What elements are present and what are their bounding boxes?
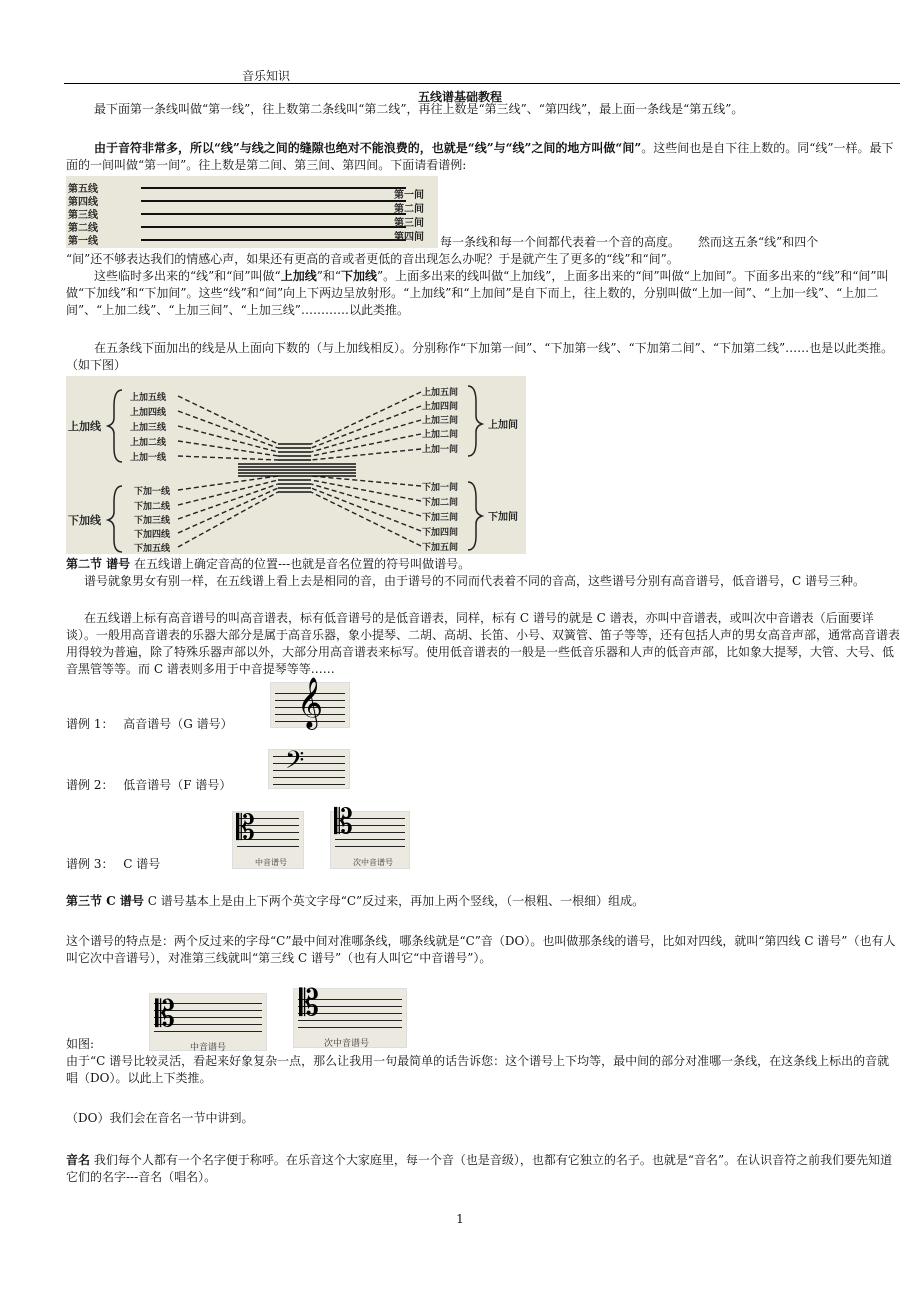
ledger-line-label: 下加二线 [134,502,171,512]
ledger-line-label: 上加四线 [130,408,167,418]
paragraph-pitch-line1: 每一条线和每一个间都代表着一个音的高度。 然而这五条“线”和四个 [440,235,819,249]
example-1-label: 谱例 1： 高音谱号（G 谱号） [66,717,233,731]
paragraph-spaces-bold: 由于音符非常多，所以“线”与线之间的缝隙也绝对不能浪费的，也就是“线”与“线”之间的地方叫做“间” [94,141,642,155]
term-lower-ledger: 下加线 [340,269,377,283]
upper-ledger-spaces-label: 上加间 [488,420,518,431]
line-label-3: 第三线 [68,210,98,221]
example-2-label: 谱例 2： 低音谱号（F 谱号） [66,778,232,792]
ledger-space-label: 下加五间 [422,543,459,553]
paragraph-lines: 最下面第一条线叫做“第一线”，往上数第二条线叫“第二线”，再往上数是“第三线”、“第四线”，最上面一条线是“第五线”。 [94,102,744,116]
lower-ledger-spaces-label: 下加间 [488,512,518,523]
ledger-line-label: 上加五线 [130,393,167,403]
term-upper-ledger: 上加线 [280,269,317,283]
staff-line [141,226,406,228]
ledger-space-label: 上加一间 [422,445,459,455]
tenor-clef-caption: 次中音谱号 [353,858,393,867]
alto-clef-icon: 𝄡 [236,808,255,848]
alto-clef-icon: 𝄡 [155,994,176,1035]
upper-ledger-lines-label: 上加线 [68,420,101,433]
bass-clef-icon: 𝄢 [285,746,305,781]
staff-line [141,239,406,241]
section-2-para-2: 在五线谱上标有高音谱号的叫高音谱表，标有低音谱号的是低音谱表，同样，标有 C 谱号的就是 C 谱表，亦叫中音谱表，或叫次中音谱表（后面要详谈）。一般用高音谱表的乐器大部分是属于高音乐器，象小提琴、二胡、高胡、长笛、小号、双簧管、笛子等等，还有包括人声的男女高音声部，通常高音谱表用得较为普遍，除了特殊乐器声部以外，大部分用高音谱表来标写。使用低音谱表的一般是一些低音乐器和人声的低音声部，比如象大提琴，大管、大号、低音黑管等等。而 C 谱表则多用于中音提琴等等…… [66,611,901,676]
ledger-space-label: 上加二间 [422,430,459,440]
paragraph-ledger-lines: 这些临时多出来的“线”和“间”叫做“上加线”和“下加线”。上面多出来的线叫做“上加线”，上面多出来的“间”叫做“上加间”。下面多出来的“线”和“间”叫做“下加线”和“下加间”。这些“线”和“间”向上下两边呈放射形。“上加线”和“上加间”是自下而上，往上数的，分别叫做“上加一间”、“上加一线”、“上加二间”、“上加二线”、“上加三间”、“上加三线”…………以此类推。 [66,269,889,317]
document-title: 五线谱基础教程 [417,90,502,104]
paragraph-spaces-rest: 。这些间也是自下往上数的。同“线”一样。最下面的一间叫做“第一间”。往上数是第二间、第三间、第四间。下面请看谱例: [66,141,894,172]
bass-clef-image [268,746,350,789]
ledger-lines-figure [66,376,526,554]
ledger-space-label: 上加四间 [422,402,459,412]
ledger-line-label: 上加三线 [130,423,167,433]
pitch-names-heading: 音名 [66,1153,91,1167]
paragraph-spaces [66,140,900,174]
section-3-para-3: （DO）我们会在音名一节中讲到。 [66,1111,254,1125]
ledger-line-label: 下加五线 [134,544,171,554]
figure-label: 如图: [66,1037,95,1051]
ledger-space-label: 下加三间 [422,513,459,523]
alto-clef-figure-caption: 中音谱号 [190,1043,227,1053]
paragraph-pitch-line2: “间”还不够表达我们的情感心声，如果还有更高的音或者更低的音出现怎么办呢？于是就产生了更多的“线”和“间”。 [66,252,679,266]
staff-lines-figure [66,176,438,248]
ledger-line-label: 下加一线 [134,487,171,497]
ledger-space-label: 上加三间 [422,416,459,426]
tenor-clef-image [330,802,410,869]
section-3-para-1: 这个谱号的特点是：两个反过来的字母“C”最中间对准哪条线，哪条线就是“C”音（DO）。也叫做那条线的谱号，比如对四线，就叫“第四线 C 谱号”（也有人叫它次中音谱号），对准第三线就叫“第三线 C 谱号”（也有人叫它“中音谱号”）。 [66,934,896,965]
lower-ledger-lines-label: 下加线 [68,514,101,527]
staff-line [141,187,406,189]
tenor-clef-icon: 𝄡 [334,802,353,842]
page-number: 1 [456,1212,464,1226]
treble-clef-image [270,677,350,728]
page-header [64,66,900,84]
section-3-heading: 第三节 C 谱号 [66,894,144,908]
space-label-2: 第二间 [394,204,424,215]
section-3-intro: 第三节 C 谱号 C 谱号基本上是由上下两个英文字母“C”反过来，再加上两个竖线，（一根粗、一根细）组成。 [66,894,645,908]
section-2-heading: 第二节 谱号 [66,557,131,571]
staff-line [141,213,406,215]
alto-clef-image [232,808,304,869]
treble-clef-icon: 𝄞 [297,677,324,728]
space-label-4: 第四间 [394,232,424,243]
ledger-space-label: 下加二间 [422,498,459,508]
ledger-line-label: 上加一线 [130,453,167,463]
alto-clef-caption: 中音谱号 [255,858,287,867]
line-label-4: 第四线 [68,197,98,208]
section-3-para-2: 由于“C 谱号比较灵活，看起来好象复杂一点，那么让我用一句最简单的话告诉您：这个谱号上下均等，最中间的部分对准哪一条线，在这条线上标出的音就唱（DO）。以此上下类推。 [66,1054,890,1085]
tenor-clef-icon: 𝄡 [299,983,320,1024]
tenor-clef-figure-caption: 次中音谱号 [324,1039,370,1049]
ledger-space-label: 上加五间 [422,388,459,398]
ledger-space-label: 下加一间 [422,483,459,493]
section-2-intro: 第二节 谱号 在五线谱上确定音高的位置---也就是音名位置的符号叫做谱号。 [66,557,471,571]
paragraph-lower-ledger: 在五条线下面加出的线是从上面向下数的（与上加线相反）。分别称作“下加第一间”、“下加第一线”、“下加第二间”、“下加第二线”……也是以此类推。（如下图） [66,341,894,372]
ledger-line-label: 下加四线 [134,530,171,540]
space-label-1: 第一间 [394,190,424,201]
example-3-label: 谱例 3： C 谱号 [66,857,161,871]
section-2-para-1: 谱号就象男女有别一样，在五线谱上看上去是相同的音，由于谱号的不同而代表着不同的音高，这些谱号分别有高音谱号，低音谱号，C 谱号三种。 [84,574,866,588]
space-label-3: 第三间 [394,218,424,229]
ledger-space-label: 下加四间 [422,528,459,538]
line-label-1: 第一线 [68,236,98,247]
header-text: 音乐知识 [242,69,291,83]
line-label-5: 第五线 [68,184,98,195]
staff-line [141,200,406,202]
line-label-2: 第二线 [68,223,98,234]
ledger-line-label: 下加三线 [134,516,171,526]
pitch-names-para: 音名 我们每个人都有一个名字便于称呼。在乐音这个大家庭里，每一个音（也是音级），也都有它独立的名子。也就是“音名”。在认识音符之前我们要先知道它们的名字---音名（唱名）。 [66,1153,893,1184]
ledger-line-label: 上加二线 [130,438,167,448]
